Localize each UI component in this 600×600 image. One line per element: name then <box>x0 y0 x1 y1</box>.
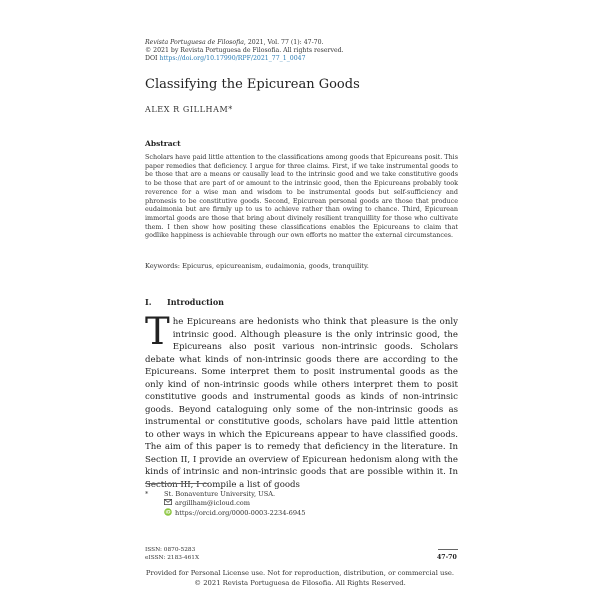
drop-cap: T <box>145 310 170 353</box>
page-range-divider <box>438 549 458 550</box>
affiliation: St. Bonaventure University, USA. <box>164 490 276 498</box>
article-title: Classifying the Epicurean Goods <box>145 77 360 92</box>
citation-details: , 2021, Vol. 77 (1): 47-70. <box>243 39 324 46</box>
doi-link[interactable]: https://doi.org/10.17990/RPF/2021_77_1_0047 <box>159 55 306 62</box>
svg-text:iD: iD <box>165 509 171 515</box>
doi-line <box>145 55 344 63</box>
journal-name: Revista Portuguesa de Filosofia <box>145 39 244 46</box>
citation-line <box>145 39 344 47</box>
issn-print: ISSN: 0870-5283 <box>145 547 196 553</box>
abstract-text: Scholars have paid little attention to the classifications among goods that Epicureans posit. This paper remedies that deficiency. I argue for three claims. First, if we take instrumental goods to be those that are a means or causally lead to the intrinsic good and we take constitutive goods to be those that are part of or amount to the intrinsic good, then the Epicureans probably took reverence for a wise man and wisdom to be instrumental goods but self-sufficiency and phronesis to be constitutive goods. Second, Epicurean personal goods are those that produce eudaimonia but are firmly up to us to achieve rather than owing to chance. Third, Epicurean immortal goods are those that bring about divinely resilient tranquillity for those who cultivate them. I then show how positing these classifications enables the Epicureans to claim that godlike happiness is achievable through our own efforts no matter the external circumstances. <box>145 153 459 240</box>
license-line-1: Provided for Personal License use. Not for reproduction, distribution, or commercial use. <box>145 569 455 577</box>
email-line <box>164 499 305 508</box>
section-number: I. <box>145 297 152 307</box>
introduction-text: he Epicureans are hedonists who think that pleasure is the only intrinsic good. Although pleasure is the only intrinsic good, the Epicureans also posit various non-intrinsic goods. Scholars debate what kinds of non-intrinsic goods there are according to the Epicureans. Some interpret them to posit instrumental goods as the only kind of non-intrinsic goods while others interpret them to posit constitutive goods and instrumental goods as kinds of non-intrinsic goods. Beyond cataloguing only some of the non-intrinsic goods as instrumental or constitutive goods, scholars have paid little attention to other ways in which the Epicureans appear to have classified goods. The aim of this paper is to remedy that deficiency in the literature. In Section II, I provide an overview of Epicurean hedonism along with the kinds of intrinsic and non-intrinsic goods that are possible within it. In Section III, I compile a list of goods <box>145 317 458 490</box>
email-address[interactable]: argillham@icloud.com <box>175 498 251 507</box>
doi-label: DOI <box>145 55 158 62</box>
author-footnote <box>145 490 305 518</box>
author-name: ALEX R GILLHAM* <box>145 105 233 114</box>
abstract-heading: Abstract <box>145 139 181 148</box>
introduction-paragraph <box>145 310 458 491</box>
section-title: Introduction <box>167 297 224 307</box>
page-range: 47-70 <box>437 554 457 561</box>
section-heading <box>145 297 224 307</box>
envelope-icon <box>164 499 172 508</box>
footnote-divider <box>145 483 209 484</box>
footnote-mark: * <box>145 490 149 498</box>
journal-header <box>145 39 344 63</box>
orcid-line <box>164 508 305 519</box>
license-line-2: © 2021 Revista Portuguesa de Filosofia. All Rights Reserved. <box>194 578 406 587</box>
keywords: Keywords: Epicurus, epicureanism, eudaimonia, goods, tranquility. <box>145 262 369 270</box>
issn-electronic: eISSN: 2183-461X <box>145 554 200 561</box>
license-footer <box>0 569 600 588</box>
copyright-line: © 2021 by Revista Portuguesa de Filosofia. All rights reserved. <box>145 47 344 54</box>
orcid-icon <box>164 508 172 519</box>
issn-block <box>145 547 199 562</box>
orcid-link[interactable]: https://orcid.org/0000-0003-2234-6945 <box>175 508 306 517</box>
